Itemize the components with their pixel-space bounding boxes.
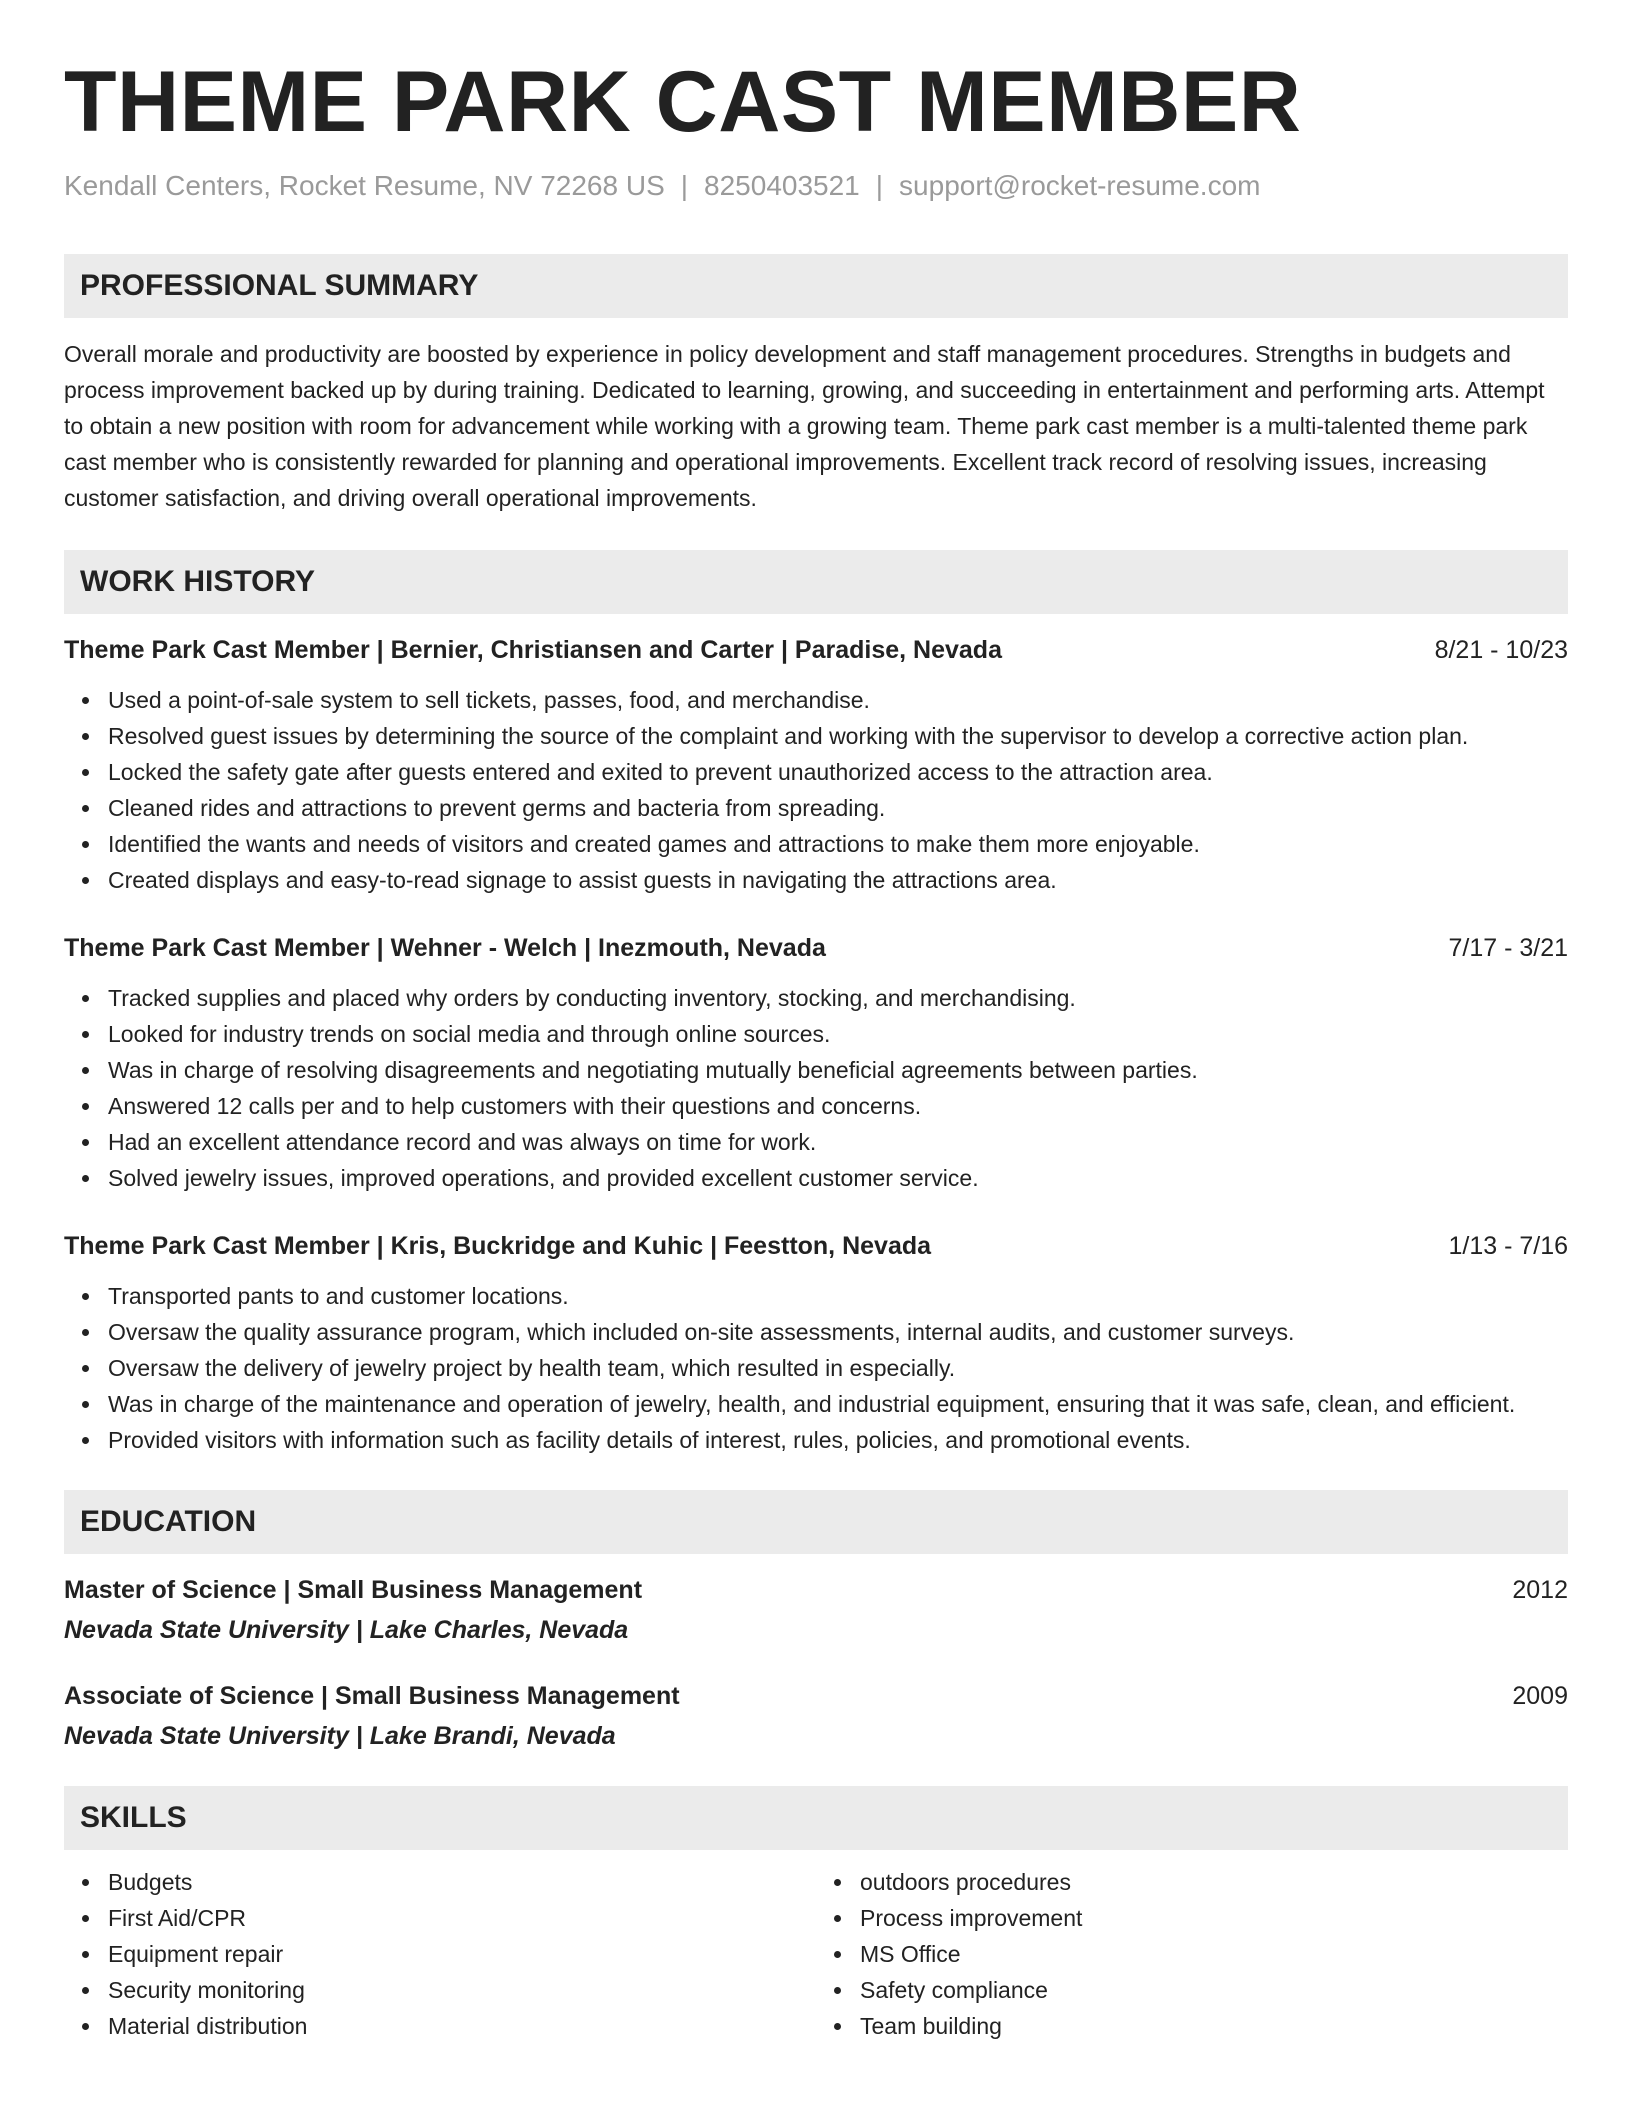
job-bullet: Transported pants to and customer locations. — [108, 1278, 1568, 1314]
contact-phone: 8250403521 — [704, 170, 860, 201]
skills-heading: SKILLS — [64, 1786, 1568, 1850]
education-school: Nevada State University | Lake Brandi, Nevada — [64, 1722, 616, 1750]
summary-text: Overall morale and productivity are boosted by experience in policy development and staff management procedures. Strengths in budgets and process improvement backed up by during training. Dedicated to learning, growing, and succeeding in entertainment and performing arts. Attempt to obtain a new position with room for advancement while working with a growing team. Theme park cast member is a multi-talented theme park cast member who is consistently rewarded for planning and operational improvements. Excellent track record of resolving issues, increasing customer satisfaction, and driving overall operational improvements. — [64, 341, 1545, 511]
education-entry — [64, 1572, 1568, 1648]
contact-separator: | — [680, 170, 689, 201]
skill-item: Process improvement — [860, 1900, 1568, 1936]
job-bullet: Tracked supplies and placed why orders by conducting inventory, stocking, and merchandising. — [108, 980, 1568, 1016]
job-title: Theme Park Cast Member | Wehner - Welch | Inezmouth, Nevada — [64, 934, 826, 962]
contact-email: support@rocket-resume.com — [899, 170, 1261, 201]
job-dates: 8/21 - 10/23 — [1434, 636, 1568, 664]
skill-item: Security monitoring — [108, 1972, 816, 2008]
skill-item: Budgets — [108, 1864, 816, 1900]
job-entry — [64, 632, 1568, 898]
education-degree: Associate of Science | Small Business Management — [64, 1682, 680, 1710]
job-bullets — [64, 980, 1568, 1196]
job-bullet: Used a point-of-sale system to sell tickets, passes, food, and merchandise. — [108, 682, 1568, 718]
resume-title: THEME PARK CAST MEMBER — [64, 54, 1302, 150]
job-bullet: Oversaw the delivery of jewelry project by health team, which resulted in especially. — [108, 1350, 1568, 1386]
education-year: 2012 — [1512, 1576, 1568, 1604]
job-bullet: Created displays and easy-to-read signage to assist guests in navigating the attractions area. — [108, 862, 1568, 898]
job-bullet: Had an excellent attendance record and was always on time for work. — [108, 1124, 1568, 1160]
contact-address: Kendall Centers, Rocket Resume, NV 72268 US — [64, 170, 665, 201]
job-bullet: Identified the wants and needs of visitors and created games and attractions to make them more enjoyable. — [108, 826, 1568, 862]
education-header — [64, 1572, 1568, 1608]
job-bullet: Was in charge of resolving disagreements and negotiating mutually beneficial agreements between parties. — [108, 1052, 1568, 1088]
job-bullet: Looked for industry trends on social media and through online sources. — [108, 1016, 1568, 1052]
job-title: Theme Park Cast Member | Kris, Buckridge and Kuhic | Feestton, Nevada — [64, 1232, 932, 1260]
job-dates: 7/17 - 3/21 — [1448, 934, 1568, 962]
skill-item: MS Office — [860, 1936, 1568, 1972]
job-header — [64, 930, 1568, 966]
job-bullets — [64, 1278, 1568, 1458]
job-bullet: Oversaw the quality assurance program, which included on-site assessments, internal audits, and customer surveys. — [108, 1314, 1568, 1350]
contact-separator: | — [875, 170, 884, 201]
skills-column-right — [816, 1864, 1568, 2044]
job-bullet: Locked the safety gate after guests entered and exited to prevent unauthorized access to the attraction area. — [108, 754, 1568, 790]
skills-column-left — [64, 1864, 816, 2044]
job-entry — [64, 930, 1568, 1196]
job-bullet: Resolved guest issues by determining the source of the complaint and working with the supervisor to develop a corrective action plan. — [108, 718, 1568, 754]
job-bullet: Answered 12 calls per and to help customers with their questions and concerns. — [108, 1088, 1568, 1124]
job-entry — [64, 1228, 1568, 1458]
contact-line — [64, 168, 1568, 204]
job-title: Theme Park Cast Member | Bernier, Christiansen and Carter | Paradise, Nevada — [64, 636, 1002, 664]
job-dates: 1/13 - 7/16 — [1448, 1232, 1568, 1260]
skill-item: Safety compliance — [860, 1972, 1568, 2008]
job-header — [64, 632, 1568, 668]
education-heading: EDUCATION — [64, 1490, 1568, 1554]
skill-item: Team building — [860, 2008, 1568, 2044]
skill-item: Equipment repair — [108, 1936, 816, 1972]
skill-item: outdoors procedures — [860, 1864, 1568, 1900]
job-bullet: Solved jewelry issues, improved operations, and provided excellent customer service. — [108, 1160, 1568, 1196]
work-history-heading: WORK HISTORY — [64, 550, 1568, 614]
summary-heading: PROFESSIONAL SUMMARY — [64, 254, 1568, 318]
job-bullet: Was in charge of the maintenance and operation of jewelry, health, and industrial equipment, ensuring that it was safe, clean, and efficient. — [108, 1386, 1568, 1422]
skill-item: First Aid/CPR — [108, 1900, 816, 1936]
skills-list — [64, 1864, 1568, 2044]
job-header — [64, 1228, 1568, 1264]
job-bullet: Cleaned rides and attractions to prevent germs and bacteria from spreading. — [108, 790, 1568, 826]
job-bullet: Provided visitors with information such as facility details of interest, rules, policies, and promotional events. — [108, 1422, 1568, 1458]
education-degree: Master of Science | Small Business Management — [64, 1576, 643, 1604]
education-year: 2009 — [1512, 1682, 1568, 1710]
job-bullets — [64, 682, 1568, 898]
education-header — [64, 1678, 1568, 1714]
education-entry — [64, 1678, 1568, 1754]
education-school: Nevada State University | Lake Charles, Nevada — [64, 1616, 629, 1644]
skill-item: Material distribution — [108, 2008, 816, 2044]
